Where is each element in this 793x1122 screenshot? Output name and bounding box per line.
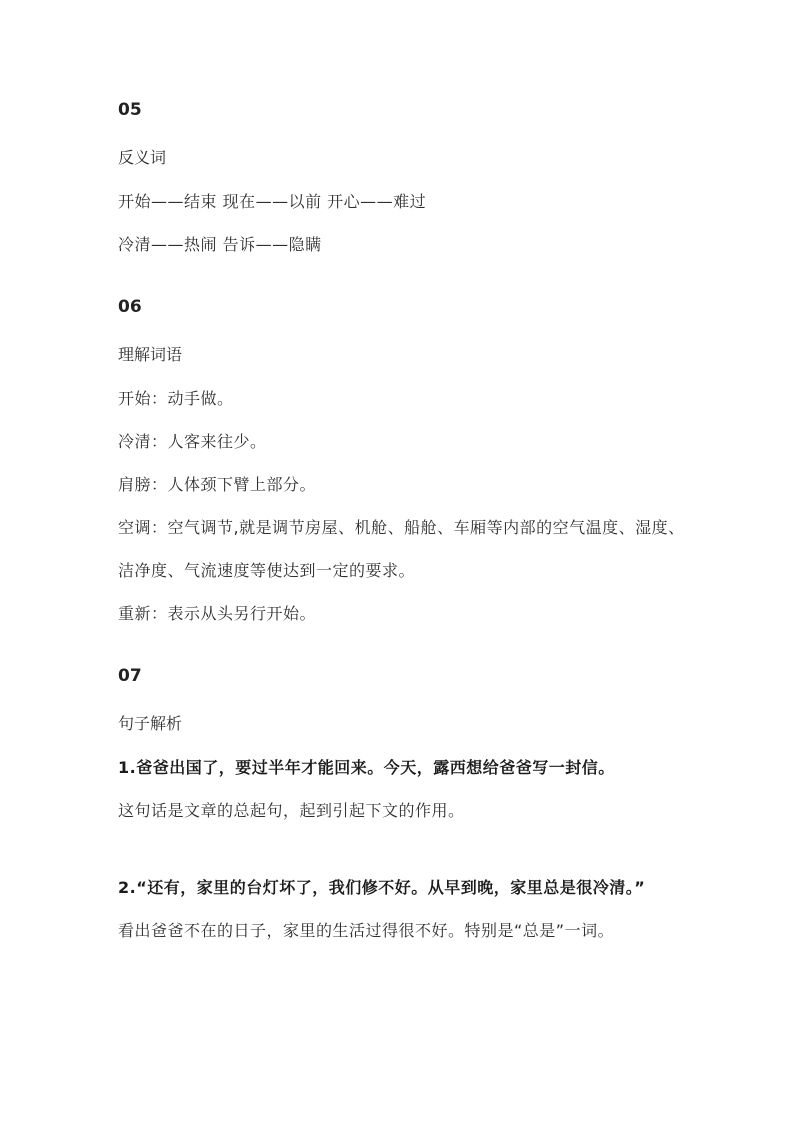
text-line: 冷清——热闹 告诉——隐瞒 (118, 235, 322, 254)
section-title: 理解词语 (118, 345, 183, 364)
section-number: 07 (118, 666, 142, 686)
sentence-analysis-item-1: 1.爸爸出国了，要过半年才能回来。今天，露西想给爸爸写一封信。 (118, 758, 615, 777)
section-title: 反义词 (118, 148, 167, 167)
sentence-analysis-explanation-2: 看出爸爸不在的日子，家里的生活过得很不好。特别是“总是”一词。 (118, 921, 615, 940)
section-number: 06 (118, 297, 142, 317)
sentence-analysis-explanation-1: 这句话是文章的总起句，起到引起下文的作用。 (118, 801, 465, 820)
text-line: 洁净度、气流速度等使达到一定的要求。 (118, 561, 416, 580)
section-07 (118, 668, 683, 939)
sentence-analysis-item-2: 2.“还有，家里的台灯坏了，我们修不好。从早到晚，家里总是很冷清。” (118, 878, 646, 897)
section-05 (118, 102, 683, 253)
text-line: 开始——结束 现在——以前 开心——难过 (118, 192, 427, 211)
section-title: 句子解析 (118, 714, 183, 733)
section-number: 05 (118, 100, 142, 120)
text-line: 肩膀：人体颈下臂上部分。 (118, 475, 317, 494)
text-line: 重新：表示从头另行开始。 (118, 604, 317, 623)
text-line: 开始：动手做。 (118, 389, 234, 408)
text-line: 冷清：人客来往少。 (118, 432, 267, 451)
section-06 (118, 299, 683, 622)
text-line: 空调：空气调节,就是调节房屋、机舱、船舱、车厢等内部的空气温度、湿度、 (118, 518, 685, 537)
